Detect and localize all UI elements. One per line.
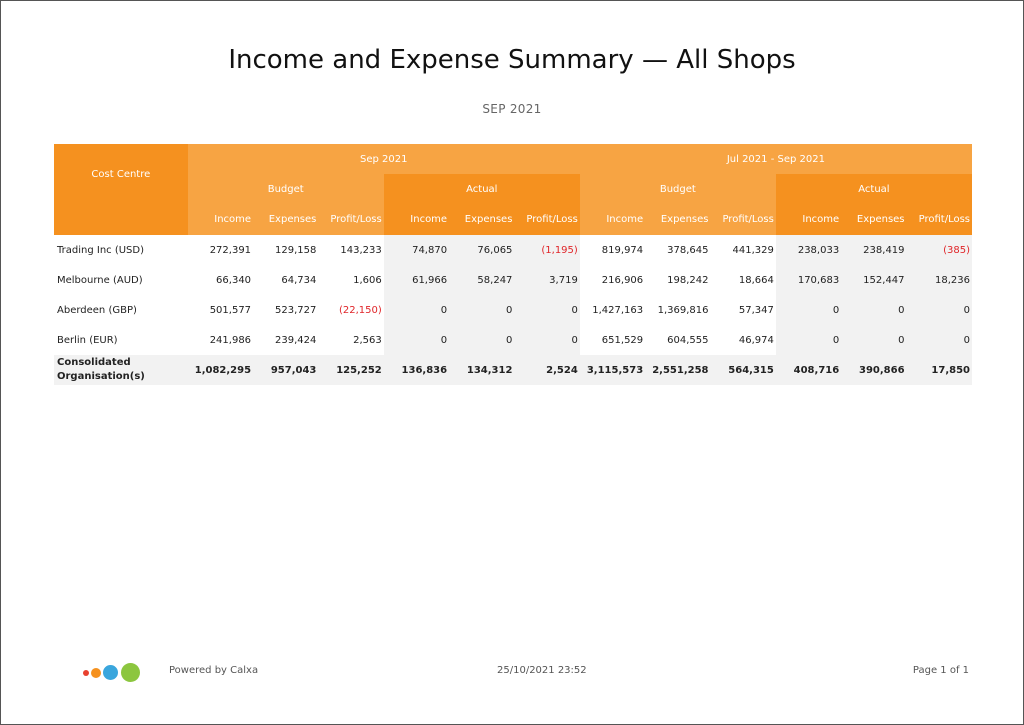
table-cell: 604,555 xyxy=(667,334,709,346)
period-header: Sep 2021 xyxy=(188,144,580,174)
metric-header: Profit/Loss xyxy=(318,204,383,235)
row-label: Trading Inc (USD) xyxy=(57,244,145,256)
table-cell: 390,866 xyxy=(841,355,906,385)
group-header-budget: Budget xyxy=(580,174,776,204)
table-cell: 136,836 xyxy=(384,355,449,385)
table-cell: 0 xyxy=(449,325,514,355)
table-cell: 170,683 xyxy=(776,265,841,295)
table-cell: 957,043 xyxy=(253,355,318,385)
table-cell: 2,524 xyxy=(514,355,579,385)
page-number: Page 1 of 1 xyxy=(912,665,969,676)
metric-header: Income xyxy=(384,204,449,235)
total-row xyxy=(54,355,972,385)
metric-header: Income xyxy=(580,204,645,235)
table-cell: 651,529 xyxy=(601,334,644,346)
table-cell: 17,850 xyxy=(907,355,972,385)
metric-header-spacer xyxy=(54,204,188,235)
table-cell: 1,427,163 xyxy=(592,304,644,316)
table-cell: 819,974 xyxy=(601,244,644,256)
table-cell: 238,419 xyxy=(841,235,906,265)
calxa-logo xyxy=(83,663,143,683)
table-cell: 3,115,573 xyxy=(580,355,645,385)
group-header-actual: Actual xyxy=(384,174,580,204)
table-cell: (385) xyxy=(907,235,972,265)
table-cell: 64,734 xyxy=(281,274,317,286)
table-cell: 241,986 xyxy=(209,334,252,346)
metric-header: Income xyxy=(188,204,253,235)
table-cell: 0 xyxy=(907,325,972,355)
table-cell: 408,716 xyxy=(776,355,841,385)
table-cell: (22,150) xyxy=(338,304,382,316)
row-label: Melbourne (AUD) xyxy=(57,274,143,286)
logo-dot xyxy=(91,668,101,678)
table-cell: 239,424 xyxy=(275,334,317,346)
table-row xyxy=(54,295,972,325)
table-cell: 0 xyxy=(841,325,906,355)
table-row xyxy=(54,235,972,265)
summary-table xyxy=(54,144,972,385)
table-row xyxy=(54,265,972,295)
table-cell: 198,242 xyxy=(667,274,709,286)
row-label: Consolidated Organisation(s) xyxy=(54,355,188,385)
group-header-actual: Actual xyxy=(776,174,972,204)
table-cell: 61,966 xyxy=(384,265,449,295)
row-label: Aberdeen (GBP) xyxy=(57,304,137,316)
table-cell: 216,906 xyxy=(601,274,644,286)
table-cell: 46,974 xyxy=(738,334,774,346)
metric-header: Income xyxy=(776,204,841,235)
table-cell: 57,347 xyxy=(738,304,774,316)
group-header-budget: Budget xyxy=(188,174,384,204)
logo-dot xyxy=(83,670,89,676)
table-cell: 129,158 xyxy=(275,244,317,256)
table-cell: 76,065 xyxy=(449,235,514,265)
metric-header: Profit/Loss xyxy=(514,204,579,235)
report-title: Income and Expense Summary — All Shops xyxy=(228,45,796,75)
metric-header: Expenses xyxy=(841,204,906,235)
table-cell: 0 xyxy=(776,325,841,355)
table-cell: 0 xyxy=(449,295,514,325)
table-cell: 66,340 xyxy=(216,274,252,286)
table-cell: 564,315 xyxy=(711,355,776,385)
table-cell: 378,645 xyxy=(667,244,709,256)
table-cell: 0 xyxy=(384,295,449,325)
table-cell: 0 xyxy=(514,325,579,355)
table-cell: (1,195) xyxy=(514,235,579,265)
table-cell: 1,606 xyxy=(353,274,382,286)
table-cell: 3,719 xyxy=(514,265,579,295)
table-cell: 0 xyxy=(514,295,579,325)
powered-by-text: Powered by Calxa xyxy=(169,665,259,676)
table-cell: 152,447 xyxy=(841,265,906,295)
cost-centre-header: Cost Centre xyxy=(54,144,188,204)
metric-header: Profit/Loss xyxy=(711,204,776,235)
timestamp: 25/10/2021 23:52 xyxy=(497,665,587,676)
table-cell: 18,664 xyxy=(738,274,774,286)
table-cell: 18,236 xyxy=(907,265,972,295)
table-cell: 143,233 xyxy=(340,244,382,256)
table-cell: 0 xyxy=(841,295,906,325)
table-cell: 58,247 xyxy=(449,265,514,295)
metric-header: Expenses xyxy=(645,204,710,235)
table-cell: 0 xyxy=(776,295,841,325)
logo-dot xyxy=(121,663,140,682)
metric-header: Profit/Loss xyxy=(907,204,972,235)
table-cell: 2,563 xyxy=(353,334,382,346)
table-cell: 2,551,258 xyxy=(645,355,710,385)
logo-dot xyxy=(103,665,118,680)
table-cell: 1,369,816 xyxy=(657,304,709,316)
table-cell: 1,082,295 xyxy=(188,355,253,385)
table-cell: 0 xyxy=(384,325,449,355)
table-cell: 125,252 xyxy=(318,355,383,385)
report-subtitle: SEP 2021 xyxy=(482,102,542,116)
metric-header: Expenses xyxy=(449,204,514,235)
table-cell: 441,329 xyxy=(732,244,774,256)
table-cell: 74,870 xyxy=(384,235,449,265)
table-cell: 134,312 xyxy=(449,355,514,385)
table-row xyxy=(54,325,972,355)
table-cell: 523,727 xyxy=(275,304,317,316)
table-cell: 0 xyxy=(907,295,972,325)
row-label: Berlin (EUR) xyxy=(57,334,118,346)
table-cell: 272,391 xyxy=(209,244,252,256)
table-cell: 238,033 xyxy=(776,235,841,265)
period-header: Jul 2021 - Sep 2021 xyxy=(580,144,972,174)
metric-header: Expenses xyxy=(253,204,318,235)
table-cell: 501,577 xyxy=(209,304,252,316)
